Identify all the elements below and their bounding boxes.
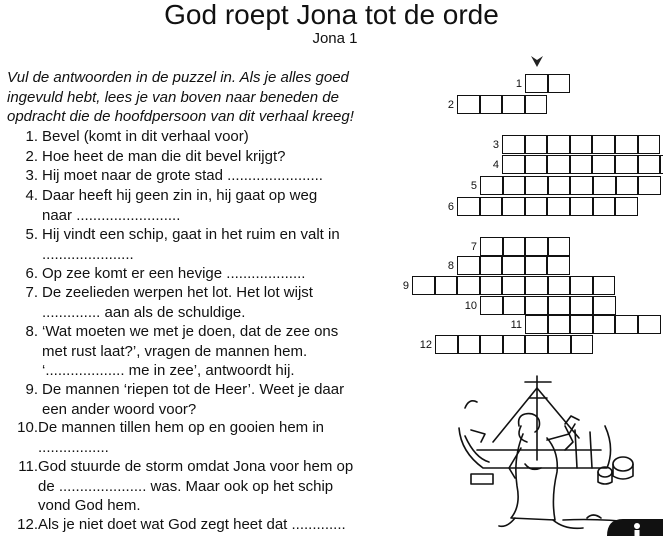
crossword-cell[interactable] [480,176,503,195]
crossword-cell[interactable] [457,276,480,295]
crossword-cell[interactable] [457,256,480,275]
crossword-cell[interactable] [593,176,616,195]
clue-number: 5 [470,180,477,192]
question-text: ‘................... me in zee’, antwoordt hij. [42,362,295,379]
crossword-cell[interactable] [548,296,571,315]
clue-number: 1 [515,78,522,90]
crossword-cell[interactable] [525,256,548,275]
question-text: De mannen ‘riepen tot de Heer’. Weet je daar [42,381,345,398]
crossword-cell[interactable] [502,256,525,275]
crossword-cell[interactable] [570,176,593,195]
crossword-cell[interactable] [412,276,435,295]
crossword-cell[interactable] [615,155,638,174]
crossword-cell[interactable] [502,276,525,295]
question-number: 10. [17,419,38,436]
arrow-down-icon [530,55,544,69]
crossword-cell[interactable] [638,315,661,334]
crossword-cell[interactable] [503,296,526,315]
question-number: 12. [17,516,38,533]
question-text: De zeelieden werpen het lot. Het lot wijst [42,284,313,301]
question-text: Hoe heet de man die dit bevel krijgt? [42,148,286,165]
crossword-cell[interactable] [480,335,503,354]
crossword-cell[interactable] [570,276,593,295]
crossword-cell[interactable] [615,197,638,216]
question-number: 5. [25,226,38,243]
question-text: een ander woord voor? [42,400,197,418]
crossword-cell[interactable] [525,95,548,114]
crossword-cell[interactable] [592,135,615,154]
clue-number: 9 [402,280,409,292]
question-number: 2. [25,148,38,165]
page-subtitle: Jona 1 [312,30,358,47]
question-number: 7. [25,284,38,301]
crossword-cell[interactable] [525,197,548,216]
clue-number: 10 [464,300,477,312]
crossword-cell[interactable] [525,315,548,334]
crossword-cell[interactable] [547,256,570,275]
crossword-cell[interactable] [548,315,571,334]
crossword-cell[interactable] [480,276,503,295]
question-number: 1. [25,128,38,145]
question-number: 11. [18,458,38,475]
crossword-cell[interactable] [593,315,616,334]
question-text: de ..................... was. Maar ook op het schip [38,477,334,495]
question-text: Hij vindt een schip, gaat in het ruim en valt in [42,226,340,243]
crossword-cell[interactable] [570,315,593,334]
crossword-cell[interactable] [615,135,638,154]
crossword-cell[interactable] [480,197,503,216]
crossword-cell[interactable] [548,276,571,295]
crossword-cell[interactable] [616,176,639,195]
clue-number: 8 [447,260,454,272]
crossword-cell[interactable] [525,276,548,295]
question-number: 6. [25,265,38,282]
crossword-cell[interactable] [547,197,570,216]
question-number: 4. [25,187,38,204]
crossword-cell[interactable] [548,335,571,354]
crossword-cell[interactable] [457,197,480,216]
crossword-cell[interactable] [525,335,548,354]
instructions: Vul de antwoorden in de puzzel in. Als je alles goed ingevuld hebt, lees je van boven naar beneden de opdracht die de hoofdpersoon van dit verhaal kreeg! [7,69,354,125]
crossword-cell[interactable] [435,335,458,354]
crossword-cell[interactable] [502,155,525,174]
crossword-cell[interactable] [548,176,571,195]
crossword-cell[interactable] [547,155,570,174]
crossword-cell[interactable] [525,176,548,195]
crossword-cell[interactable] [480,237,503,256]
crossword-cell[interactable] [548,74,571,93]
crossword-cell[interactable] [548,237,571,256]
clue-number: 3 [492,139,499,151]
crossword-cell[interactable] [570,296,593,315]
crossword-cell[interactable] [458,335,481,354]
crossword-cell[interactable] [638,135,661,154]
info-icon [607,517,663,536]
question-text: Als je niet doet wat God zegt heet dat ............. [38,516,346,533]
crossword-cell[interactable] [503,237,526,256]
question-text: Hij moet naar de grote stad ....................... [42,167,323,184]
clue-number: 11 [510,319,522,331]
crossword-cell[interactable] [615,315,638,334]
clue-number: 2 [447,99,454,111]
question-text: ...................... [42,245,134,263]
page-title: God roept Jona tot de orde [164,0,499,30]
crossword-cell[interactable] [593,276,616,295]
crossword-cell[interactable] [480,95,503,114]
question-text: De mannen tillen hem op en gooien hem in [38,419,325,436]
question-text: Daar heeft hij geen zin in, hij gaat op weg [42,187,318,204]
crossword-cell[interactable] [525,155,548,174]
crossword-cell[interactable] [525,296,548,315]
crossword-cell[interactable] [502,95,525,114]
crossword-cell[interactable] [525,74,548,93]
question-text: ‘Wat moeten we met je doen, dat de zee ons [42,323,339,340]
crossword-cell[interactable] [480,296,503,315]
crossword-cell[interactable] [457,95,480,114]
crossword-cell[interactable] [593,197,616,216]
crossword-cell[interactable] [592,155,615,174]
question-text: ................. [38,438,109,456]
crossword-cell[interactable] [570,135,593,154]
crossword-cell[interactable] [435,276,458,295]
question-text: naar ......................... [42,206,181,224]
crossword-cell[interactable] [638,155,661,174]
crossword-cell[interactable] [638,176,661,195]
crossword-cell[interactable] [503,335,526,354]
crossword-cell[interactable] [525,135,548,154]
question-text: God stuurde de storm omdat Jona voor hem op [38,458,354,475]
question-text: Bevel (komt in dit verhaal voor) [42,128,249,145]
question-text: vond God hem. [38,497,141,514]
clue-number: 7 [470,241,477,253]
clue-number: 6 [447,201,454,213]
clue-number: 4 [492,159,499,171]
crossword-cell[interactable] [593,296,616,315]
question-number: 9. [25,381,38,398]
question-text: Op zee komt er een hevige ................... [42,265,306,282]
question-number: 8. [25,323,38,340]
clue-number: 12 [419,339,432,351]
question-text: .............. aan als de schuldige. [42,303,246,321]
question-number: 3. [25,167,38,184]
jona-ship-illustration [455,368,663,536]
crossword-cell[interactable] [547,135,570,154]
crossword-cell[interactable] [480,256,503,275]
crossword-cell[interactable] [570,155,593,174]
question-text: met rust laat?’, vragen de mannen hem. [42,342,308,360]
crossword-cell[interactable] [525,237,548,256]
crossword-cell[interactable] [503,176,526,195]
crossword-cell[interactable] [571,335,594,354]
crossword-cell[interactable] [570,197,593,216]
crossword-cell[interactable] [502,135,525,154]
crossword-cell[interactable] [502,197,525,216]
